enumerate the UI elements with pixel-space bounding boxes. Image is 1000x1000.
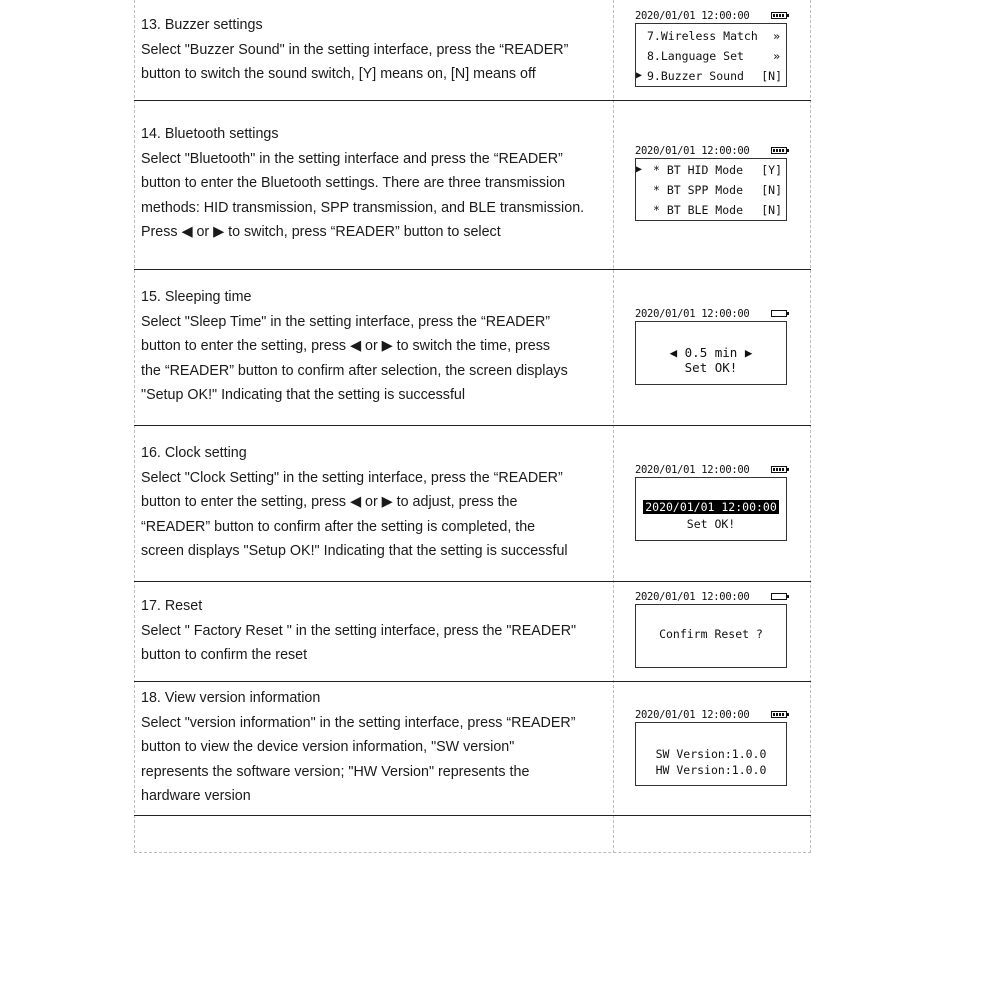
set-ok-message: Set OK!	[686, 517, 736, 531]
status-bar	[635, 10, 787, 22]
status-time: 2020/01/01 12:00:00	[635, 145, 750, 157]
row-separator	[134, 815, 811, 816]
status-bar	[635, 464, 787, 476]
text-line: button to enter the setting, press ◀ or ▶ to adjust, press the	[141, 494, 518, 511]
status-bar	[635, 591, 787, 603]
confirm-reset-message: Confirm Reset ?	[659, 627, 763, 641]
row-separator	[134, 425, 811, 426]
text-line: button to confirm the reset	[141, 647, 308, 664]
selection-marker: ▶	[636, 70, 643, 81]
state-value: [N]	[761, 183, 782, 197]
selection-marker: ▶	[636, 164, 643, 175]
text-line: Select "Clock Setting" in the setting interface, press the “READER”	[141, 469, 563, 486]
text-line: Select "version information" in the setting interface, press “READER”	[141, 714, 576, 731]
text-line: button to view the device version information, "SW version"	[141, 739, 515, 756]
menu-item: * BT BLE Mode [N]	[653, 203, 782, 217]
lcd-display	[635, 604, 787, 668]
battery-icon	[771, 310, 787, 317]
sleep-time-value: ◀ 0.5 min ▶	[669, 345, 753, 360]
menu-item: ▶ 9.Buzzer Sound [N]	[636, 69, 782, 83]
hw-version: HW Version:1.0.0	[655, 763, 767, 777]
text-line: Select "Sleep Time" in the setting interface, press the “READER”	[141, 313, 551, 330]
section-title: 13. Buzzer settings	[141, 17, 263, 33]
lcd-display	[635, 321, 787, 385]
status-time: 2020/01/01 12:00:00	[635, 10, 750, 22]
section-title: 18. View version information	[141, 690, 321, 706]
submenu-icon: »	[773, 49, 780, 63]
submenu-icon: »	[773, 29, 780, 43]
section-14-screen	[635, 145, 787, 221]
status-bar	[635, 709, 787, 721]
text-line: represents the software version; "HW Version" represents the	[141, 763, 530, 780]
lcd-display	[635, 477, 787, 541]
state-value: [Y]	[761, 163, 782, 177]
sw-version: SW Version:1.0.0	[655, 747, 767, 761]
clock-value: 2020/01/01 12:00:00	[645, 500, 777, 514]
lcd-display	[635, 23, 787, 87]
row-separator	[134, 681, 811, 682]
text-line: the “READER” button to confirm after selection, the screen displays	[141, 362, 568, 379]
lcd-display	[635, 722, 787, 786]
text-line: Select " Factory Reset " in the setting interface, press the "READER"	[141, 622, 577, 639]
battery-icon	[771, 12, 787, 19]
battery-icon	[771, 466, 787, 473]
text-line: button to enter the Bluetooth settings. There are three transmission	[141, 175, 566, 192]
menu-item: 8.Language Set »	[647, 49, 780, 63]
section-14-description	[141, 122, 611, 245]
state-value: [N]	[761, 203, 782, 217]
section-title: 16. Clock setting	[141, 445, 247, 461]
section-17-description	[141, 594, 611, 668]
section-18-description	[141, 686, 611, 809]
row-separator	[134, 581, 811, 582]
section-title: 14. Bluetooth settings	[141, 126, 279, 142]
section-title: 17. Reset	[141, 598, 203, 614]
battery-icon	[771, 593, 787, 600]
section-13-screen	[635, 10, 787, 87]
section-13-description	[141, 13, 611, 87]
text-line: screen displays "Setup OK!" Indicating that the setting is successful	[141, 543, 568, 560]
text-line: Select "Buzzer Sound" in the setting interface, press the “READER”	[141, 41, 569, 58]
battery-icon	[771, 711, 787, 718]
status-time: 2020/01/01 12:00:00	[635, 709, 750, 721]
section-17-screen	[635, 591, 787, 668]
text-line: button to enter the setting, press ◀ or ▶ to switch the time, press	[141, 338, 550, 355]
menu-item: 7.Wireless Match »	[647, 29, 780, 43]
status-bar	[635, 145, 787, 157]
text-line: methods: HID transmission, SPP transmission, and BLE transmission.	[141, 199, 585, 216]
text-line: button to switch the sound switch, [Y] means on, [N] means off	[141, 66, 536, 83]
section-16-description	[141, 441, 611, 564]
battery-icon	[771, 147, 787, 154]
status-time: 2020/01/01 12:00:00	[635, 591, 750, 603]
text-line: “READER” button to confirm after the setting is completed, the	[141, 518, 536, 535]
text-line: "Setup OK!" Indicating that the setting is successful	[141, 387, 466, 404]
section-18-screen	[635, 709, 787, 786]
text-line: hardware version	[141, 788, 251, 805]
menu-item: * BT SPP Mode [N]	[653, 183, 782, 197]
status-time: 2020/01/01 12:00:00	[635, 308, 750, 320]
column-divider	[613, 0, 614, 853]
text-line: Press ◀ or ▶ to switch, press “READER” button to select	[141, 224, 501, 241]
lcd-display	[635, 158, 787, 221]
status-bar	[635, 308, 787, 320]
section-15-screen	[635, 308, 787, 385]
section-15-description	[141, 285, 611, 408]
state-value: [N]	[761, 69, 782, 83]
section-title: 15. Sleeping time	[141, 289, 252, 305]
status-time: 2020/01/01 12:00:00	[635, 464, 750, 476]
row-separator	[134, 269, 811, 270]
set-ok-message: Set OK!	[684, 360, 738, 375]
row-separator	[134, 100, 811, 101]
text-line: Select "Bluetooth" in the setting interface and press the “READER”	[141, 150, 563, 167]
section-16-screen	[635, 464, 787, 541]
menu-item: ▶ * BT HID Mode [Y]	[636, 163, 782, 177]
